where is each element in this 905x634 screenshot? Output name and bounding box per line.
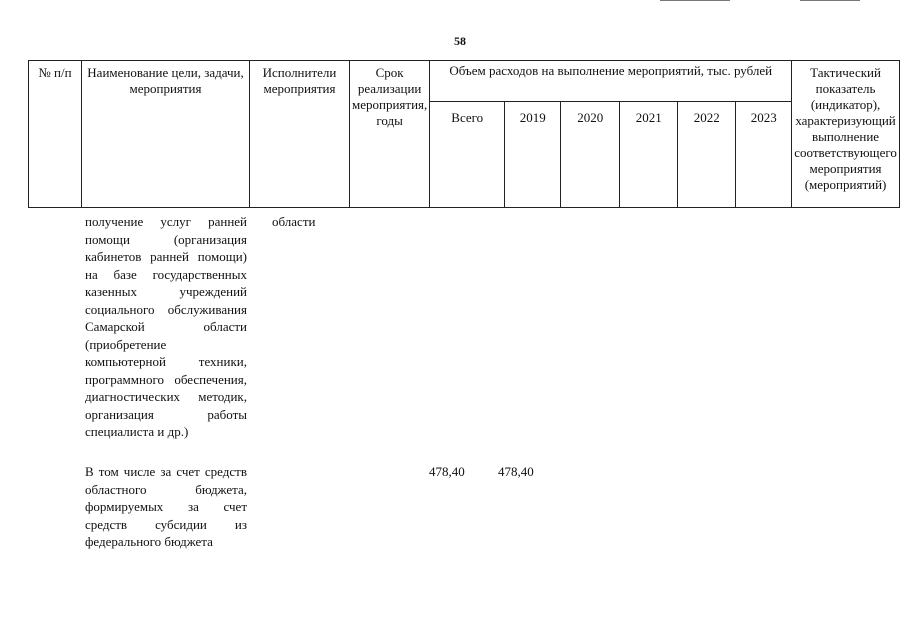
header-volume: Объем расходов на выполнение мероприятий, тыс. рублей — [430, 61, 792, 102]
row-name: В том числе за счет средств областного бюджета, формируемых за счет средств субсидии из федерального бюджета — [85, 464, 247, 549]
page-number: 58 — [454, 34, 466, 48]
row-name: получение услуг ранней помощи (организация кабинетов ранней помощи) на базе государственных казенных учреждений социального обслуживания Самарской области (приобретение компьютерной техники, программного обеспечения, диагностических методик, организация работы специалиста и др.) — [85, 214, 247, 439]
header-year: 2023 — [736, 102, 792, 208]
header-year: 2022 — [678, 102, 736, 208]
header-year: 2020 — [561, 102, 620, 208]
header-name: Наименование цели, задачи, мероприятия — [82, 61, 250, 208]
row-total: 478,40 — [429, 464, 465, 479]
header-executor: Исполнители мероприятия — [250, 61, 350, 208]
row-2019: 478,40 — [498, 464, 534, 479]
scan-artifact-line — [800, 0, 860, 1]
header-indicator: Тактический показатель (индикатор), характеризующий выполнение соответствующего мероприятия (мероприятий) — [792, 61, 900, 208]
header-term: Срок реализации мероприятия, годы — [350, 61, 430, 208]
row-executor: области — [272, 214, 316, 229]
header-year: 2019 — [505, 102, 561, 208]
header-total: Всего — [430, 102, 505, 208]
header-number: № п/п — [29, 61, 82, 208]
table-header — [28, 60, 900, 208]
header-year: 2021 — [620, 102, 678, 208]
scan-artifact-line — [660, 0, 730, 1]
